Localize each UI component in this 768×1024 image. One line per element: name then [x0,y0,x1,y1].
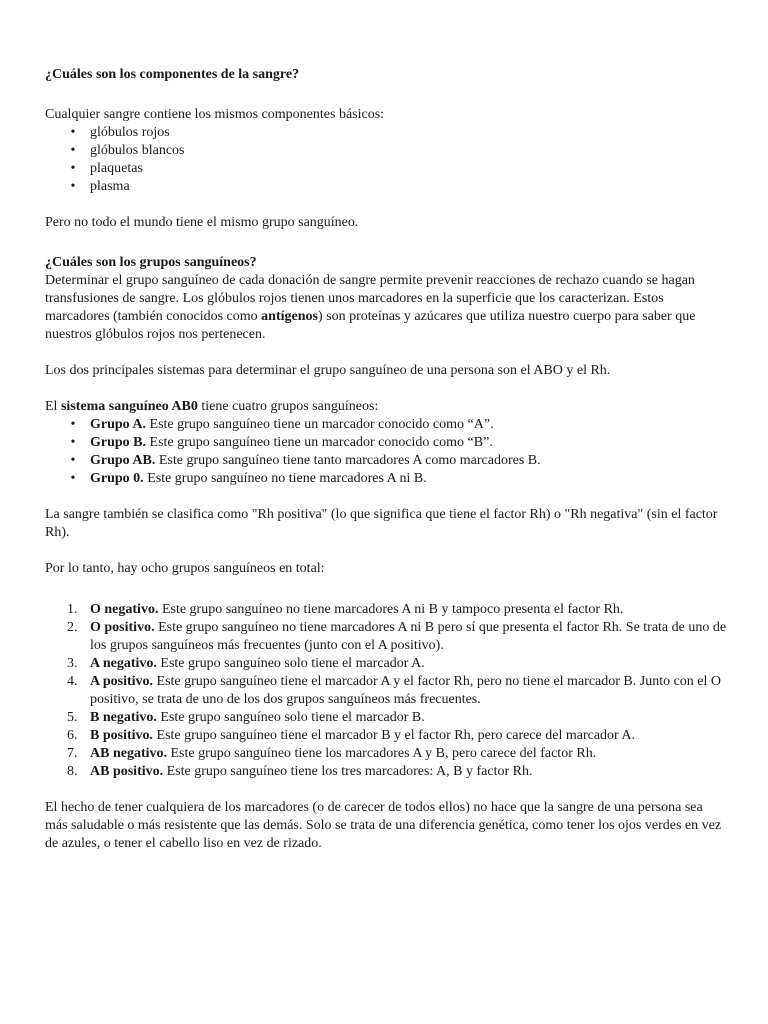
bullet-icon: • [70,143,76,158]
list-item: • Grupo AB. Este grupo sanguíneo tiene tanto marcadores A como marcadores B. [45,452,728,470]
heading-groups: ¿Cuáles son los grupos sanguíneos? [45,255,257,270]
groups-paragraph-2: Los dos principales sistemas para determinar el grupo sanguíneo de una persona son el ABO y el Rh. [45,363,611,378]
groups-paragraph-1: Determinar el grupo sanguíneo de cada donación de sangre permite prevenir reacciones de rechazo cuando se hagan transfusiones de sangre. Los glóbulos rojos tienen unos marcadores en la superficie que los caracterizan. Estos marcadores (también conocidos como antígenos) son proteínas y azúcares que utiliza nuestro cuerpo para saber que nuestros glóbulos rojos nos pertenecen. [45,273,696,342]
bullet-icon: • [70,417,76,432]
list-item: • Grupo 0. Este grupo sanguíneo no tiene marcadores A ni B. [45,470,728,488]
components-list [45,124,728,196]
list-item: • glóbulos rojos [45,124,728,142]
components-intro: Cualquier sangre contiene los mismos componentes básicos: [45,107,385,122]
eight-groups-intro: Por lo tanto, hay ocho grupos sanguíneos en total: [45,561,325,576]
bullet-icon: • [70,125,76,140]
bullet-icon: • [70,161,76,176]
list-item: 6. B positivo. Este grupo sanguíneo tiene el marcador B y el factor Rh, pero carece del marcador A. [67,728,636,743]
heading-components: ¿Cuáles son los componentes de la sangre? [45,67,300,82]
abo-intro: El sistema sanguíneo AB0 tiene cuatro grupos sanguíneos: [45,399,379,414]
bullet-icon: • [70,435,76,450]
list-item: • Grupo B. Este grupo sanguíneo tiene un marcador conocido como “B”. [45,434,728,452]
bullet-icon: • [70,179,76,194]
list-item: • Grupo A. Este grupo sanguíneo tiene un marcador conocido como “A”. [45,416,728,434]
list-item: 5. B negativo. Este grupo sanguíneo solo tiene el marcador B. [67,710,425,725]
bullet-icon: • [70,471,76,486]
list-item: 1. O negativo. Este grupo sanguíneo no tiene marcadores A ni B y tampoco presenta el factor Rh. [67,602,624,617]
list-item: 2. O positivo. Este grupo sanguíneo no tiene marcadores A ni B pero sí que presenta el factor Rh. Se trata de uno de los grupos sanguíneos más frecuentes (junto con el A positivo). [67,620,727,653]
list-item: 3. A negativo. Este grupo sanguíneo solo tiene el marcador A. [67,656,425,671]
list-item: • plaquetas [45,160,728,178]
list-item: 8. AB positivo. Este grupo sanguíneo tiene los tres marcadores: A, B y factor Rh. [67,764,533,779]
list-item: 7. AB negativo. Este grupo sanguíneo tiene los marcadores A y B, pero carece del factor Rh. [67,746,597,761]
eight-groups-list [45,601,728,781]
components-outro: Pero no todo el mundo tiene el mismo grupo sanguíneo. [45,215,359,230]
closing-paragraph: El hecho de tener cualquiera de los marcadores (o de carecer de todos ellos) no hace que la sangre de una persona sea más saludable o más resistente que las demás. Solo se trata de una diferencia genética, como tener los ojos verdes en vez de azules, o tener el cabello liso en vez de rizado. [45,800,722,851]
abo-groups-list [45,416,728,488]
list-item: 4. A positivo. Este grupo sanguíneo tiene el marcador A y el factor Rh, pero no tiene el marcador B. Junto con el O positivo, se trata de uno de los dos grupos sanguíneos más frecuentes. [67,674,722,707]
list-item: • plasma [45,178,728,196]
list-item: • glóbulos blancos [45,142,728,160]
rh-paragraph: La sangre también se clasifica como "Rh positiva" (lo que significa que tiene el factor Rh) o "Rh negativa" (sin el factor Rh). [45,507,718,540]
bullet-icon: • [70,453,76,468]
